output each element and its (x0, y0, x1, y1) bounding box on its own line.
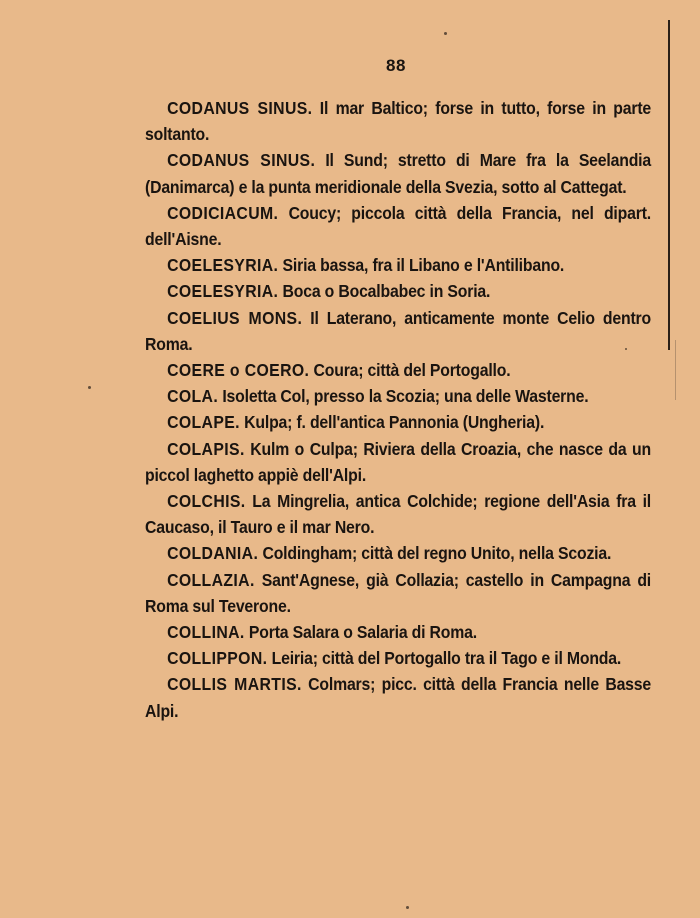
dictionary-entry (145, 278, 651, 304)
entry-definition: Boca o Bocalbabec in Soria. (282, 281, 491, 302)
dictionary-entry (145, 383, 651, 409)
entry-definition: Coucy; piccola città della Francia, nel dipart. dell'Aisne. (145, 202, 651, 250)
dictionary-entry (145, 645, 651, 671)
entry-definition: Coldingham; città del regno Unito, nella Scozia. (262, 543, 612, 564)
entry-headword: COELIUS MONS. (167, 307, 303, 328)
dictionary-entry (145, 95, 651, 147)
dictionary-entry (145, 357, 651, 383)
entry-definition: Colmars; picc. città della Francia nelle Basse Alpi. (145, 674, 652, 721)
dictionary-entry (145, 540, 651, 566)
entry-headword: COELESYRIA. (167, 255, 279, 276)
entry-headword: COERE o COERO. (167, 360, 310, 381)
dictionary-entry (145, 200, 651, 252)
page-edge-shadow (675, 340, 676, 400)
entry-definition: La Mingrelia, antica Colchide; regione dell'Asia fra il Caucaso, il Tauro e il mar Nero. (145, 491, 651, 538)
entry-definition: Coura; città del Portogallo. (313, 360, 511, 381)
entry-definition: Leiria; città del Portogallo tra il Tago e il Monda. (271, 648, 622, 669)
entry-headword: COLLIPPON. (167, 648, 268, 669)
entry-headword: COLCHIS. (167, 491, 246, 512)
print-speck (444, 32, 447, 35)
entry-definition: Isoletta Col, presso la Scozia; una delle Wasterne. (222, 386, 589, 407)
dictionary-entries (145, 95, 651, 724)
entry-headword: COLLINA. (167, 622, 245, 643)
dictionary-entry (145, 619, 651, 645)
entry-definition: Sant'Agnese, già Collazia; castello in Campagna di Roma sul Teverone. (145, 569, 652, 616)
dictionary-entry (145, 147, 651, 199)
dictionary-entry (145, 488, 651, 540)
dictionary-entry (145, 305, 651, 357)
dictionary-entry (145, 671, 651, 723)
entry-definition: Kulpa; f. dell'antica Pannonia (Ungheria). (244, 412, 545, 433)
entry-headword: COLA. (167, 386, 219, 407)
entry-headword: COLLAZIA. (167, 569, 255, 590)
entry-headword: CODANUS SINUS. (167, 150, 316, 171)
entry-definition: Porta Salara o Salaria di Roma. (248, 622, 477, 643)
print-speck (88, 386, 91, 389)
entry-headword: CODANUS SINUS. (167, 98, 313, 118)
print-speck (406, 906, 409, 909)
entry-definition: Kulm o Culpa; Riviera della Croazia, che nasce da un piccol laghetto appiè dell'Alpi. (145, 438, 652, 485)
entry-definition: Il Laterano, anticamente monte Celio dentro Roma. (145, 307, 651, 354)
entry-definition: Il mar Baltico; forse in tutto, forse in parte soltanto. (145, 98, 652, 145)
dictionary-entry (145, 409, 651, 435)
entry-headword: COLDANIA. (167, 543, 259, 564)
entry-headword: COLAPIS. (167, 438, 245, 459)
dictionary-entry (145, 436, 651, 488)
entry-headword: COLLIS MARTIS. (167, 674, 302, 695)
dictionary-entry (145, 252, 651, 278)
entry-definition: Siria bassa, fra il Libano e l'Antilibano. (282, 255, 565, 276)
entry-headword: COELESYRIA. (167, 281, 279, 302)
entry-definition: Il Sund; stretto di Mare fra la Seelandia (Danimarca) e la punta meridionale della Svezia, sotto al Cattegat. (145, 150, 651, 197)
entry-headword: CODICIACUM. (167, 202, 279, 223)
dictionary-entry (145, 567, 651, 619)
page-number: 88 (386, 56, 406, 75)
entry-headword: COLAPE. (167, 412, 240, 433)
